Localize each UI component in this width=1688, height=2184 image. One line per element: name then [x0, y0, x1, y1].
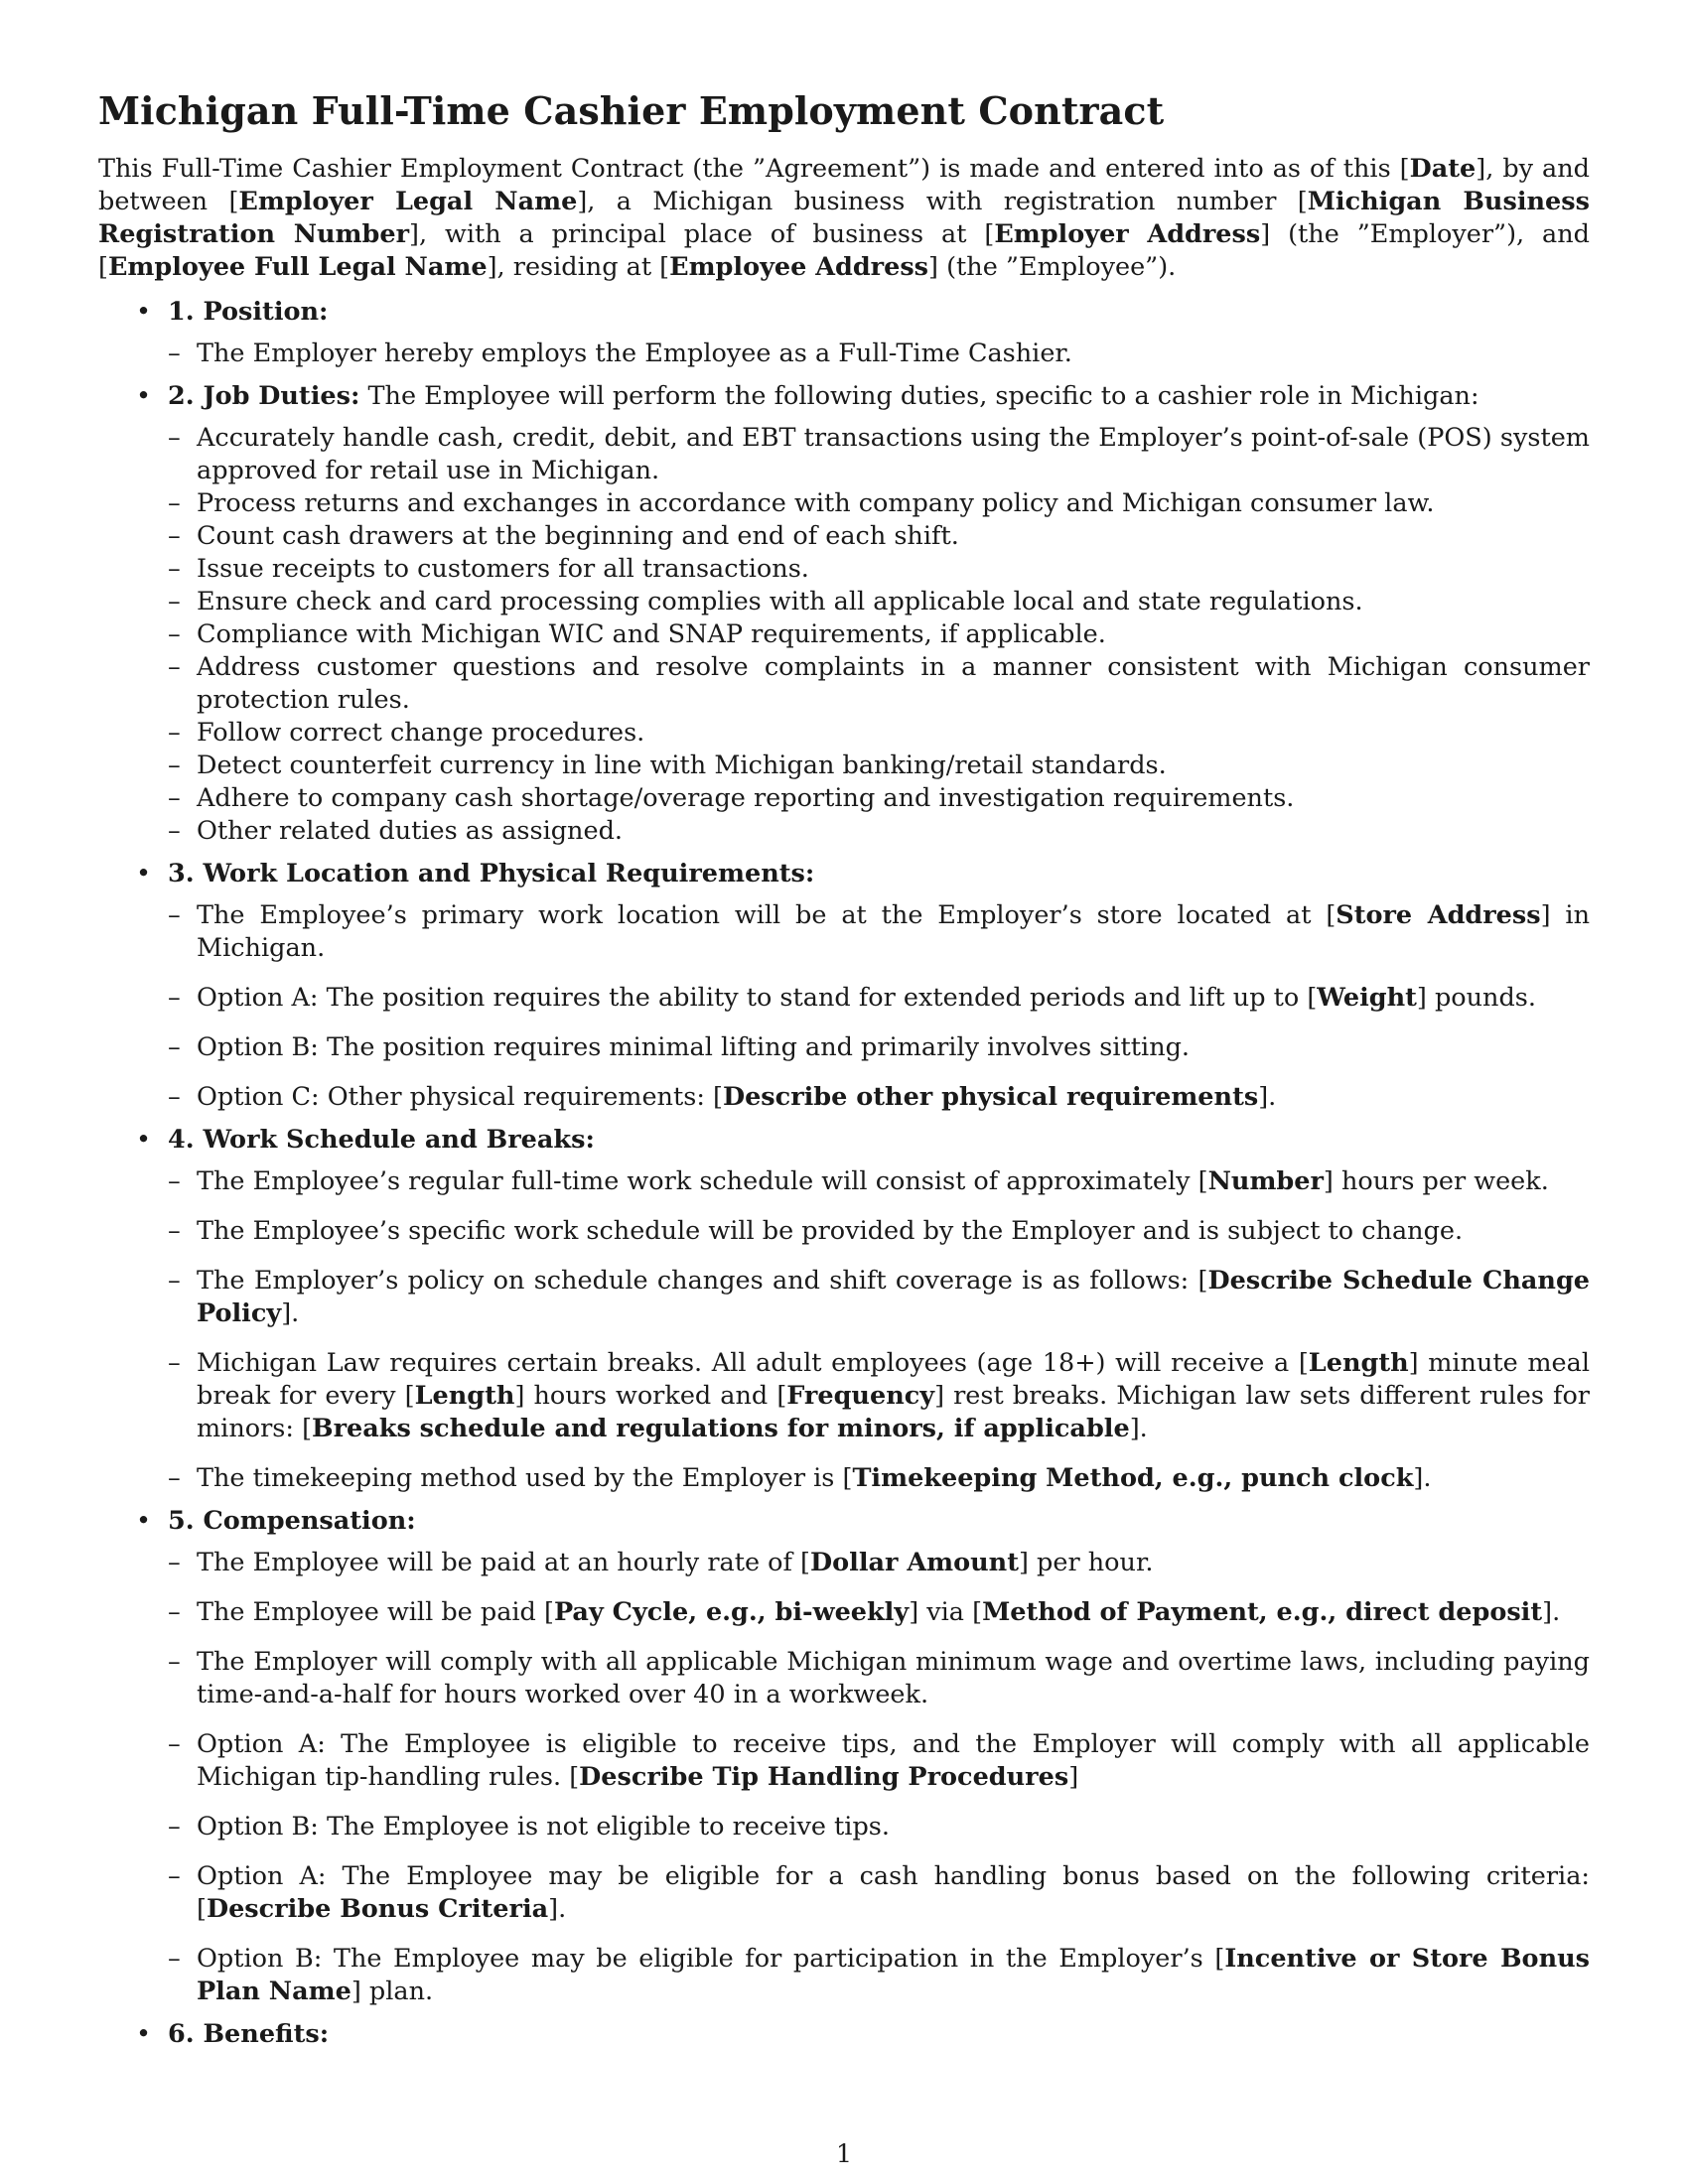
list-item: – The Employee will be paid [Pay Cycle, e.g., bi-weekly] via [Method of Payment, e.g., direct deposit]. [168, 1596, 1590, 1629]
section-heading: 6. Benefits: [168, 2019, 330, 2049]
list-item: – Accurately handle cash, credit, debit, and EBT transactions using the Employer’s point-of-sale (POS) system approved for retail use in Michigan. [168, 422, 1590, 487]
placeholder-timekeeping: Timekeeping Method, e.g., punch clock [852, 1463, 1414, 1493]
placeholder-frequency: Frequency [786, 1381, 935, 1411]
list-item: – Detect counterfeit currency in line with Michigan banking/retail standards. [168, 750, 1590, 782]
placeholder-date: Date [1409, 154, 1477, 184]
list-item: – Option A: The Employee may be eligible for a cash handling bonus based on the following criteria: [Describe Bonus Criteria]. [168, 1860, 1590, 1926]
placeholder-weight: Weight [1317, 983, 1417, 1013]
list-item: – Michigan Law requires certain breaks. All adult employees (age 18+) will receive a [Length] minute meal break for every [Length] hours worked and [Frequency] rest breaks. Michigan law sets different rules for minors: [Breaks schedule and regulations for minors, if applicable]. [168, 1347, 1590, 1445]
section-work-location [98, 858, 1590, 1114]
placeholder-schedule-policy: Describe Schedule Change Policy [197, 1266, 1591, 1328]
placeholder-bonus-plan: Incentive or Store Bonus Plan Name [197, 1944, 1590, 2006]
list-item: – Other related duties as assigned. [168, 815, 1590, 848]
section-heading: 1. Position: [168, 297, 329, 327]
section-work-schedule [98, 1124, 1590, 1495]
placeholder-payment-method: Method of Payment, e.g., direct deposit [982, 1597, 1543, 1627]
placeholder-length: Length [1308, 1348, 1409, 1378]
list-item: – Option B: The position requires minimal lifting and primarily involves sitting. [168, 1031, 1590, 1064]
placeholder-employer-address: Employer Address [994, 219, 1261, 249]
placeholder-store-address: Store Address [1336, 900, 1541, 930]
list-item: – The Employee’s primary work location will be at the Employer’s store located at [Store Address] in Michigan. [168, 899, 1590, 965]
document-title: Michigan Full-Time Cashier Employment Contract [98, 88, 1165, 133]
list-item: – The Employer’s policy on schedule changes and shift coverage is as follows: [Describe Schedule Change Policy]. [168, 1265, 1590, 1330]
list-item: – The Employee’s regular full-time work schedule will consist of approximately [Number] hours per week. [168, 1165, 1590, 1198]
placeholder-employee-name: Employee Full Legal Name [107, 252, 488, 282]
list-item: – The timekeeping method used by the Employer is [Timekeeping Method, e.g., punch clock]. [168, 1462, 1590, 1495]
section-compensation [98, 1505, 1590, 2008]
list-item: – Compliance with Michigan WIC and SNAP requirements, if applicable. [168, 618, 1590, 651]
list-item: – Option A: The position requires the ability to stand for extended periods and lift up to [Weight] pounds. [168, 982, 1590, 1015]
list-item: – Option B: The Employee is not eligible to receive tips. [168, 1811, 1590, 1843]
section-heading: 5. Compensation: [168, 1506, 416, 1536]
section-position [98, 296, 1590, 370]
placeholder-length: Length [414, 1381, 515, 1411]
list-item: – Address customer questions and resolve complaints in a manner consistent with Michigan consumer protection rules. [168, 651, 1590, 717]
list-item: – The Employee’s specific work schedule will be provided by the Employer and is subject to change. [168, 1215, 1590, 1248]
list-item: – Option A: The Employee is eligible to receive tips, and the Employer will comply with all applicable Michigan tip-handling rules. [Describe Tip Handling Procedures] [168, 1728, 1590, 1794]
list-item: – The Employee will be paid at an hourly rate of [Dollar Amount] per hour. [168, 1547, 1590, 1579]
contract-sections [98, 296, 1590, 2051]
list-item: – Adhere to company cash shortage/overage reporting and investigation requirements. [168, 782, 1590, 815]
intro-paragraph: This Full-Time Cashier Employment Contract (the ”Agreement”) is made and entered into as of this [Date], by and between [Employer Legal Name], a Michigan business with registration number [Michigan Business Registration Number], with a principal place of business at [Employer Address] (the ”Employer”), and [Employee Full Legal Name], residing at [Employee Address] (the ”Employee”). [98, 154, 1590, 282]
list-item: – The Employer hereby employs the Employee as a Full-Time Cashier. [168, 338, 1590, 370]
placeholder-registration-number: Michigan Business Registration Number [98, 187, 1590, 249]
page-number: 1 [835, 2139, 853, 2169]
placeholder-physical-requirements: Describe other physical requirements [722, 1082, 1259, 1112]
placeholder-pay-cycle: Pay Cycle, e.g., bi-weekly [553, 1597, 910, 1627]
list-item: – Option B: The Employee may be eligible for participation in the Employer’s [Incentive or Store Bonus Plan Name] plan. [168, 1943, 1590, 2008]
placeholder-minor-breaks: Breaks schedule and regulations for minors, if applicable [312, 1414, 1130, 1443]
section-job-duties: • 2. Job Duties: The Employee will perform the following duties, specific to a cashier role in Michigan: – Accurately handle cash, credit, debit, and EBT transactions using the Employer’s point-of-sale (POS) system approved for retail use in Michigan. – Process returns and exchanges in accordance with company policy and Michigan consumer law. – Count cash drawers at the beginning and end of each shift. – Issue receipts to customers for all transactions. – Ensure check and card processing complies with all applicable local and state regulations. – Compliance with Michigan WIC and SNAP requirements, if applicable. – Address customer questions and resolve complaints in a manner consistent with Michigan consumer protection rules. – Follow correct change procedures. – Detect counterfeit currency in line with Michigan banking/retail standards. – Adhere to company cash shortage/overage reporting and investigation requirements. – Other related duties as assigned. [98, 380, 1590, 848]
section-heading: 2. Job Duties: [168, 381, 360, 411]
section-heading: 4. Work Schedule and Breaks: [168, 1125, 595, 1155]
list-item: – Follow correct change procedures. [168, 717, 1590, 750]
list-item: – Process returns and exchanges in accordance with company policy and Michigan consumer law. [168, 487, 1590, 520]
section-benefits [98, 2018, 1590, 2051]
placeholder-number: Number [1207, 1166, 1324, 1196]
list-item: – The Employer will comply with all applicable Michigan minimum wage and overtime laws, including paying time-and-a-half for hours worked over 40 in a workweek. [168, 1646, 1590, 1711]
placeholder-employer-legal-name: Employer Legal Name [238, 187, 578, 216]
list-item: – Ensure check and card processing complies with all applicable local and state regulations. [168, 586, 1590, 618]
placeholder-bonus-criteria: Describe Bonus Criteria [206, 1894, 549, 1924]
placeholder-dollar-amount: Dollar Amount [810, 1548, 1019, 1577]
placeholder-employee-address: Employee Address [669, 252, 929, 282]
placeholder-tip-handling: Describe Tip Handling Procedures [579, 1762, 1069, 1792]
section-heading: 3. Work Location and Physical Requirements: [168, 859, 815, 888]
list-item: – Count cash drawers at the beginning and end of each shift. [168, 520, 1590, 553]
list-item: – Option C: Other physical requirements: [Describe other physical requirements]. [168, 1081, 1590, 1114]
contract-page [98, 87, 1590, 2061]
list-item: – Issue receipts to customers for all transactions. [168, 553, 1590, 586]
